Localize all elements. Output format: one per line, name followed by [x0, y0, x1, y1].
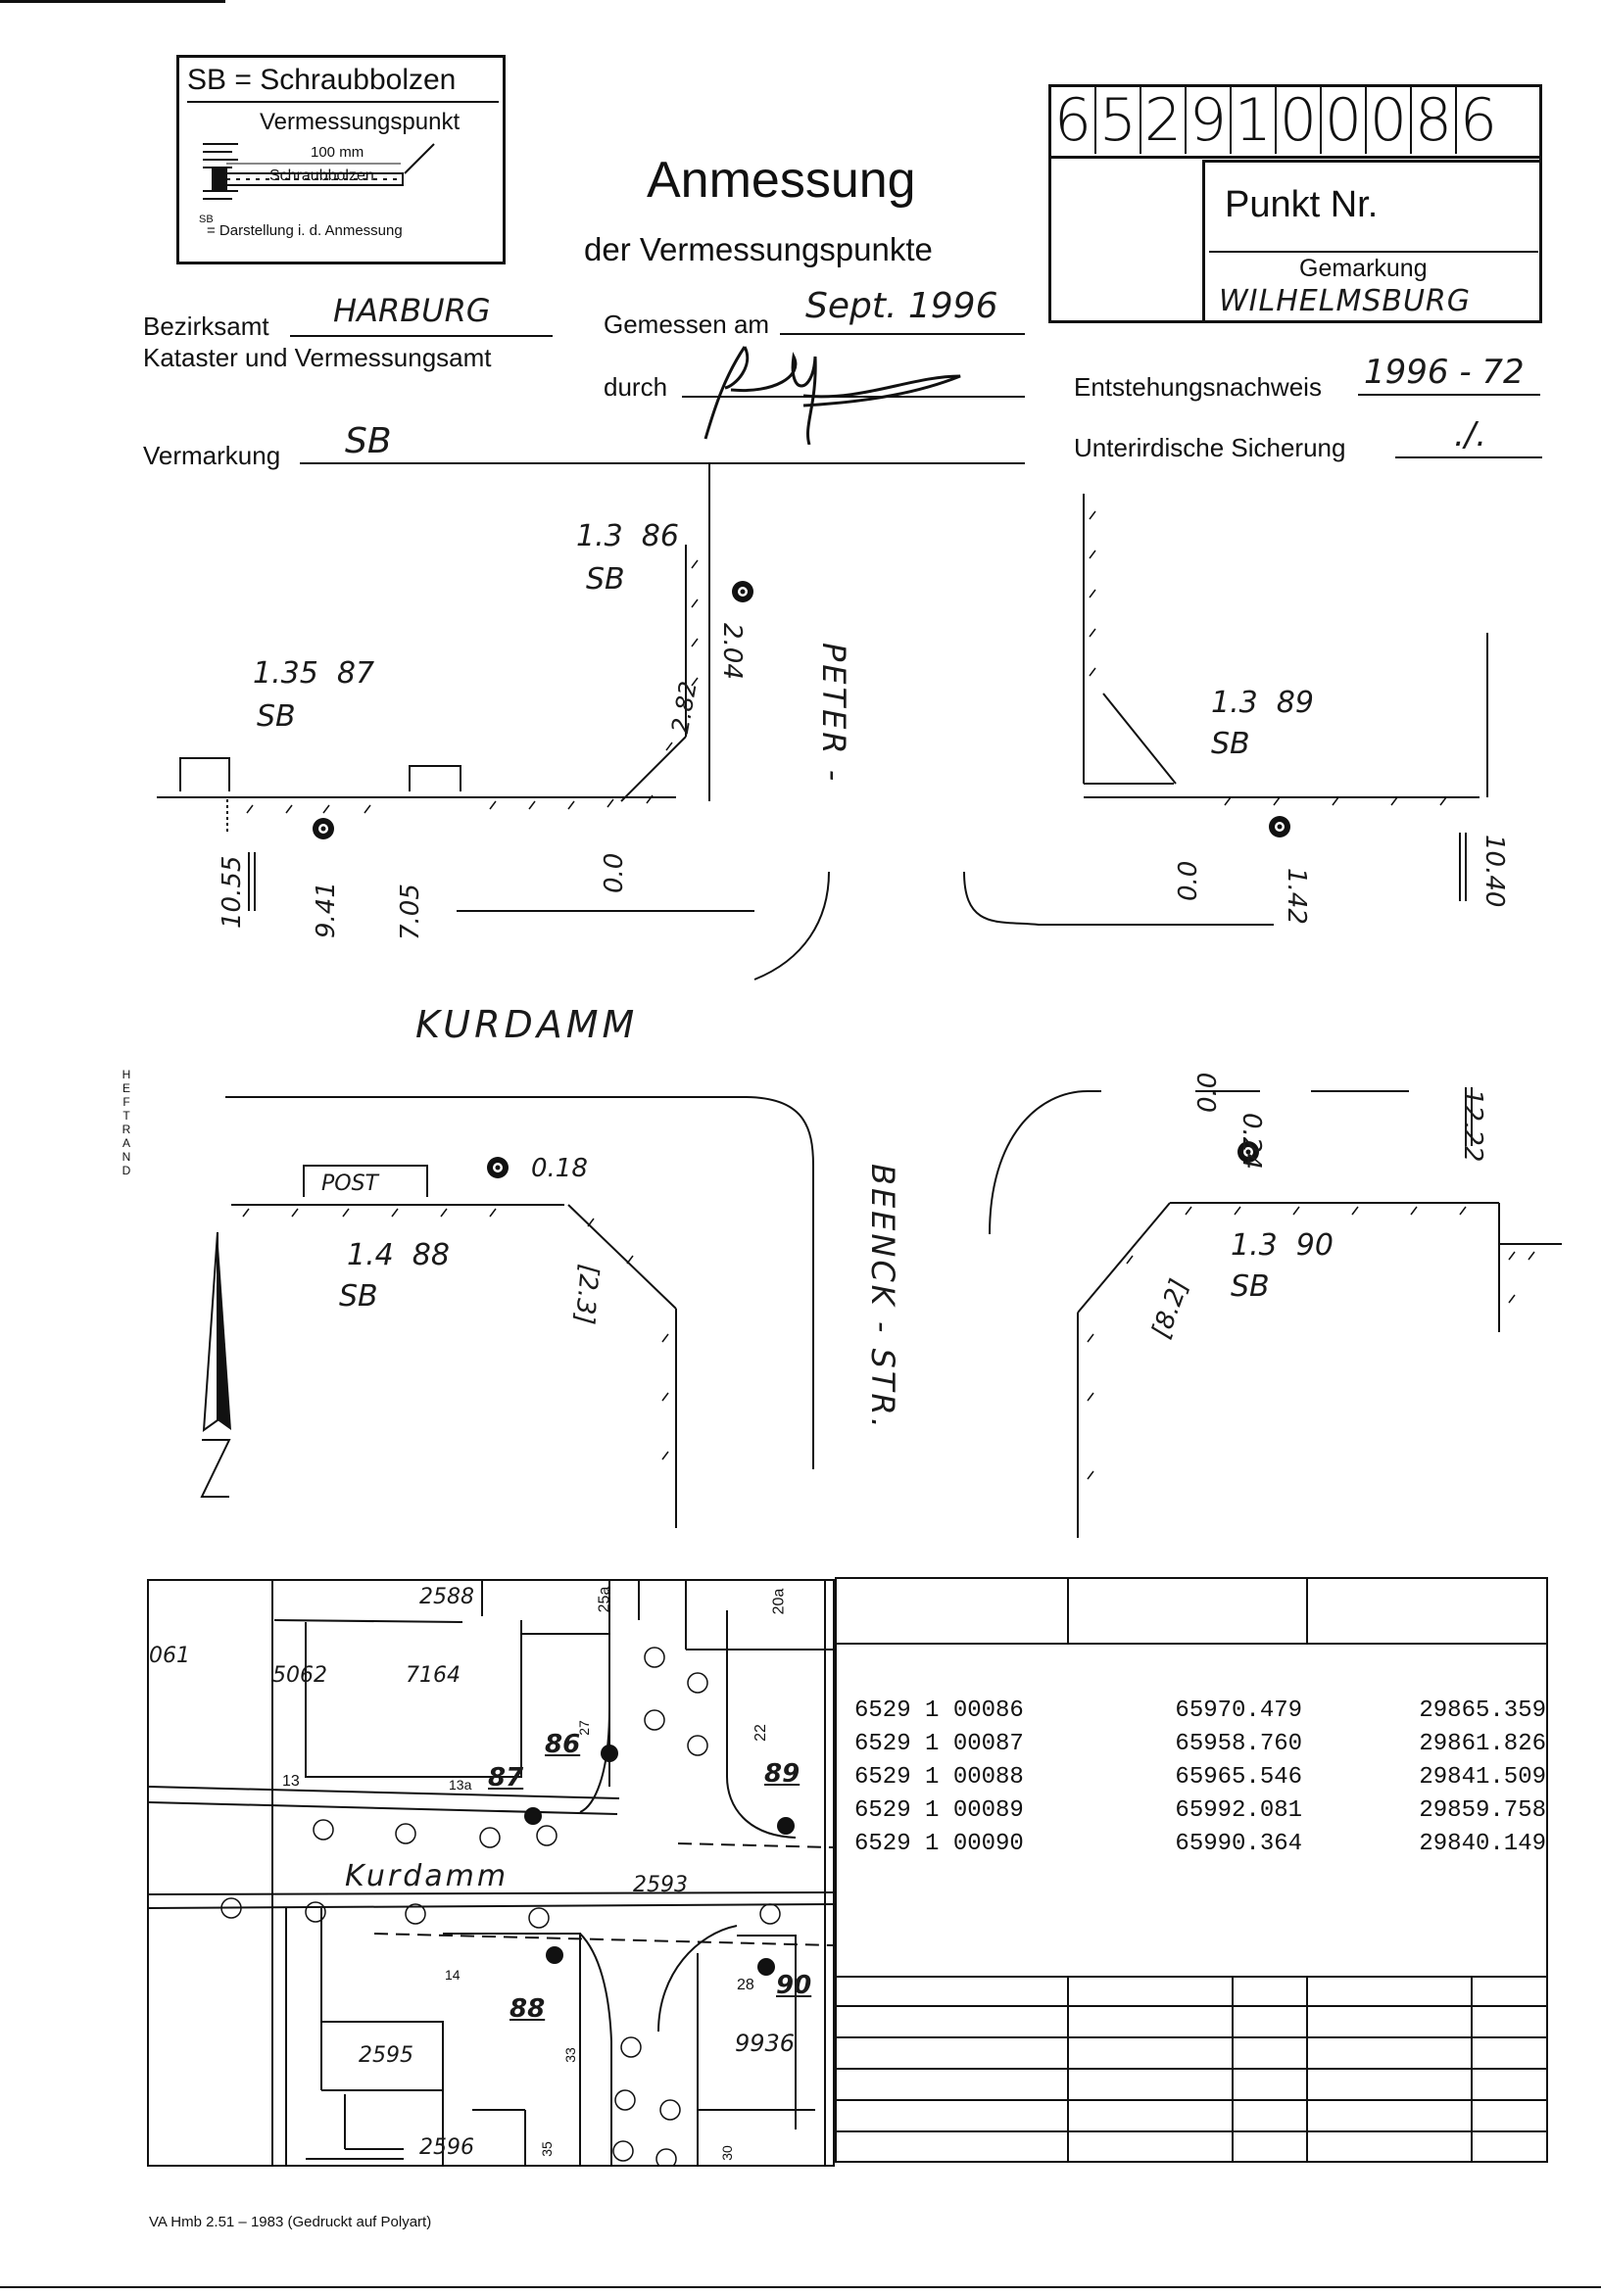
entstehung-label: Entstehungsnachweis: [1074, 372, 1322, 402]
parcel-label: 33: [561, 2047, 578, 2063]
digit: 0: [1367, 87, 1412, 154]
bezirksamt-line: [290, 335, 553, 337]
digit: 5: [1096, 87, 1141, 154]
measure-label: [8.2]: [1146, 1275, 1195, 1343]
table-cell-x: 65965.546: [1175, 1764, 1303, 1791]
legend-note: = Darstellung i. d. Anmessung: [207, 222, 403, 239]
measure-label: 0.0: [1174, 860, 1203, 901]
measure-label: 0.0: [600, 852, 629, 893]
measure-label: [2.3]: [568, 1263, 604, 1326]
table-row: [835, 1761, 1546, 1794]
parcel-label: 90: [776, 1971, 812, 2000]
survey-marker-icon: [313, 581, 1290, 1178]
digits-divider: [1051, 156, 1539, 159]
parcel-label: 2596: [419, 2135, 474, 2160]
parcel-label: 86: [545, 1730, 581, 1759]
parcel-label: 9936: [735, 2030, 796, 2057]
legend-length: 100 mm: [311, 144, 364, 161]
margin-letter: A: [121, 1136, 130, 1150]
legend-symbol: SB: [199, 214, 214, 225]
margin-letter: H: [121, 1068, 131, 1081]
table-cell-x: 65990.364: [1175, 1831, 1303, 1857]
form-footer: VA Hmb 2.51 – 1983 (Gedruckt auf Polyart): [149, 2214, 432, 2230]
scan-edge: [0, 2286, 1601, 2288]
legend-divider: [187, 101, 499, 103]
table-row: [835, 1728, 1546, 1761]
measure-label: 10.55: [218, 855, 247, 929]
table-cell-point: 6529 1 00086: [854, 1698, 1024, 1724]
point-label-86: 1.3 86: [576, 519, 679, 553]
measure-label: 1.42: [1282, 868, 1311, 925]
measure-label: 7.05: [396, 884, 425, 940]
parcel-label: 2593: [633, 1873, 688, 1897]
kataster-label: Kataster und Vermessungsamt: [143, 343, 492, 372]
legend-bolt-label: Schraubbolzen: [269, 167, 374, 184]
north-arrow-icon: [202, 1232, 231, 1497]
legend-box: [176, 55, 506, 264]
parcel-label: 14: [445, 1967, 461, 1983]
point-label-90: 1.3 90: [1231, 1228, 1334, 1263]
parcel-label: 25a: [596, 1586, 613, 1613]
punkt-label: Punkt Nr.: [1225, 184, 1379, 225]
table-cell-y: 29861.826: [1419, 1731, 1546, 1757]
vermarkung-label: Vermarkung: [143, 441, 281, 470]
coordinate-table-grid: [835, 1577, 1550, 2165]
street-label-peter: PETER -: [815, 643, 852, 785]
margin-letter: E: [121, 1081, 130, 1095]
sicherung-line: [1395, 456, 1542, 458]
bezirksamt-label: Bezirksamt: [143, 311, 269, 341]
point-number-digits: [1051, 87, 1500, 160]
post-label: POST: [321, 1172, 378, 1196]
digit: 9: [1187, 87, 1232, 154]
margin-letter: T: [122, 1109, 130, 1123]
gemessen-value: Sept. 1996: [805, 286, 998, 326]
measure-label: 10.40: [1480, 835, 1509, 908]
sicherung-label: Unterirdische Sicherung: [1074, 433, 1346, 462]
digit: 2: [1141, 87, 1187, 154]
margin-label: [120, 1068, 133, 1177]
margin-letter: N: [121, 1150, 131, 1164]
legend-subtitle: Vermessungspunkt: [260, 109, 461, 135]
signature-icon: [686, 337, 980, 445]
margin-letter: R: [121, 1123, 131, 1136]
street-label-kurdamm: KURDAMM: [415, 1003, 639, 1046]
point-label-89: 1.3 89: [1211, 686, 1314, 720]
parcel-label: 88: [509, 1994, 546, 2024]
measure-label: 2.04: [717, 623, 747, 680]
table-cell-point: 6529 1 00087: [854, 1731, 1024, 1757]
table-cell-y: 29865.359: [1419, 1698, 1546, 1724]
measure-label: 12.22: [1458, 1089, 1487, 1163]
table-cell-point: 6529 1 00088: [854, 1764, 1024, 1791]
digit: 0: [1322, 87, 1367, 154]
parcel-label: 061: [149, 1644, 190, 1668]
table-cell-y: 29859.758: [1419, 1797, 1546, 1824]
bezirksamt-value: HARBURG: [333, 292, 491, 329]
gemessen-label: Gemessen am: [604, 310, 770, 339]
point-label-87: 1.35 87: [253, 656, 375, 691]
parcel-label: 5062: [272, 1663, 327, 1688]
digit: 6: [1459, 86, 1498, 155]
parcel-label: 20a: [770, 1588, 788, 1615]
gemarkung-value: WILHELMSBURG: [1219, 284, 1472, 318]
page-title: Anmessung: [647, 152, 916, 209]
margin-letter: D: [121, 1164, 131, 1177]
entstehung-value: 1996 - 72: [1364, 353, 1525, 392]
punkt-panel: [1202, 160, 1542, 323]
sicherung-value: ./.: [1454, 415, 1487, 454]
entstehung-line: [1358, 394, 1540, 396]
legend-title: SB = Schraubbolzen: [187, 64, 457, 96]
parcel-label: 7164: [406, 1663, 461, 1688]
street-label-beenck: BEENCK - STR.: [864, 1164, 901, 1431]
cadastral-map: [147, 1579, 835, 2167]
margin-letter: F: [122, 1095, 130, 1109]
durch-label: durch: [604, 372, 668, 402]
table-cell-point: 6529 1 00089: [854, 1797, 1024, 1824]
parcel-label: 35: [538, 2141, 555, 2157]
point-mark-87: SB: [257, 699, 296, 734]
measure-label: 0.18: [531, 1154, 588, 1183]
table-row: [835, 1828, 1546, 1861]
parcel-label: 13: [282, 1773, 300, 1790]
table-cell-x: 65958.760: [1175, 1731, 1303, 1757]
parcel-label: 30: [718, 2145, 735, 2161]
survey-sketch: [0, 460, 1601, 1577]
point-mark-90: SB: [1231, 1269, 1270, 1304]
table-cell-point: 6529 1 00090: [854, 1831, 1024, 1857]
map-street-label: Kurdamm: [345, 1859, 509, 1893]
parcel-label: 89: [764, 1759, 800, 1789]
table-cell-x: 65970.479: [1175, 1698, 1303, 1724]
gemarkung-label: Gemarkung: [1299, 255, 1428, 282]
table-cell-x: 65992.081: [1175, 1797, 1303, 1824]
coordinate-table: [835, 1695, 1546, 1861]
digit: 6: [1051, 87, 1096, 154]
parcel-label: 13a: [449, 1777, 472, 1793]
point-mark-86: SB: [586, 562, 625, 597]
parcel-label: 27: [575, 1720, 592, 1736]
point-mark-89: SB: [1211, 727, 1250, 761]
parcel-label: 2588: [419, 1585, 474, 1609]
table-row: [835, 1794, 1546, 1828]
table-cell-y: 29841.509: [1419, 1764, 1546, 1791]
measure-label: 0.24: [1237, 1113, 1266, 1170]
scan-edge: [0, 0, 225, 3]
point-label-88: 1.4 88: [347, 1238, 450, 1272]
parcel-label: 22: [752, 1724, 769, 1742]
table-cell-y: 29840.149: [1419, 1831, 1546, 1857]
measure-label: 2.82: [666, 679, 703, 736]
parcel-label: 87: [488, 1763, 524, 1793]
vermarkung-value: SB: [345, 421, 392, 461]
gemarkung-divider: [1209, 251, 1538, 253]
digit: 1: [1232, 87, 1277, 154]
table-row: [835, 1695, 1546, 1728]
parcel-label: 2595: [359, 2043, 413, 2068]
measure-label: 9.41: [312, 882, 341, 938]
digit: 8: [1412, 87, 1457, 154]
measure-label: 0.0: [1193, 1072, 1223, 1113]
point-number-box: [1048, 84, 1542, 323]
gemessen-line: [780, 333, 1025, 335]
parcel-label: 28: [737, 1977, 754, 1993]
page-subtitle: der Vermessungspunkte: [584, 231, 933, 267]
point-mark-88: SB: [339, 1279, 378, 1314]
digit: 0: [1277, 87, 1322, 154]
